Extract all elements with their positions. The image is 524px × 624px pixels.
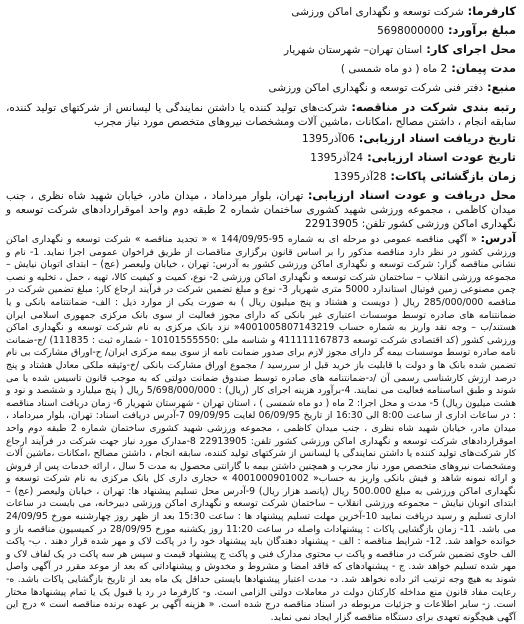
duration-label: مدت پیمان: [451, 61, 516, 75]
receive-place-field [6, 188, 516, 231]
rating-field [6, 100, 516, 129]
address-text: « آگهی مناقصه عمومی دو مرحله ای به شماره 95-144/09/95 » « تجدید مناقصه » شرکت توسعه و نگهداری اماکن ورزشی کشور در نظر دارد مناقصه مذکور را بر اساس قانون برگزاری مناقصات از طریق فراخوان عمومی اجرا نماید. 1- نام و نشانی مناقصه گزار: شرکت توسعه و نگهداری اماکن ورزشی کشور به آدرس: تهران ، خیابان ولیعصر (عج) – ابتدای اتوبان نیایش – مجموعه ورزشی انقلاب – ساختمان شرکت توسعه و نگهداری اماکن ورزشی 2- نوع، کمیت و کیفیت کالا، تهیه ، حمل ، تخلیه و نصب چمن مصنوعی زمین فوتبال استاندارد 5000 متری شهریار 3- نوع و مبلغ تضمین شرکت در فرآیند ارجاع کار: مبلغ تضمین شرکت در مناقصه 285/000/000 ریال ( دویست و هشتاد و پنج میلیون ریال ) به صورت یکی از موارد ذیل : الف- ضمانتنامه بانکی و یا ضمانتنامه های صادره توسط موسسات اعتباری غیر بانکی که دارای مجوز فعالیت از سوی بانک مرکزی جمهوری اسلامی ایران هستند/ب – وجه نقد واریز به شماره حساب 4001005807143219« نزد بانک مرکزی به نام شرکت توسعه و نگهداری اماکن ورزشی کشور (کد اقتصادی شرکت توسعه 411111167873 و شناسه ملی :10101555550 - شماره ثبت : 111835) /ج-ضمانت نامه صادره توسط موسسات بیمه گر دارای مجوز لازم برای صدور ضمانت نامه از سوی بیمه مرکزی ایران/ ح-اوراق مشارکت بی نام تضمین شده بانک ها و دولت با قابلیت باز خرید قبل از سررسید / مجموع اوراق مشارکت بانکی /خ-وثیقه ملکی معادل هشتاد و پنج درصد ارزش کارشناسی رسمی آن /د-ضمانتنامه های صادره توسط صندوق ضمانت دولتی که به موجب قانون تاسیس شده یا می شوند و طبق اساسنامه فعالیت می نمایند. 4-برآورد هزینه اجرای کار (ریال) : 5/698/000/000 ریال ( پنج میلیارد و ششصد و نود و هشت میلیون ریال) 5- مدت و محل اجرا: 2 ماه ( دو ماه شمسی ) ، استان تهران - شهرستان شهریار 6- زمان دریافت اسناد مناقصه : در ساعات اداری از ساعت 8:00 الی 16:30 از تاریخ 06/09/95 لغایت 09/09/95 7-آدرس دریافت اسناد: تهران، بلوار میرداماد ، میدان مادر، خیابان شهید شاه نظری ، جنب میدان کاظمی ، مجموعه ورزشی شهید کشوری ساختمان شماره 2 طبقه دوم واحد اموقراردادهای شرکت توسعه و نگهداری اماکن ورزشی کشور تلفن: 22913905 8-مدارک مورد نیاز جهت شرکت در فرآیند ارجاع کار شرکت‌های تولید کننده یا داشتن نمایندگی یا لیسانس از شرکتهای تولید کننده، سابقه انجام ، داشتن مصالح ،امکانات ،ماشین آلات ومشخصات نیروهای متخصص مورد نیاز مجرب و همچنین داشتن بیمه با گارانتی محصول به مدت 5 سال ، ارائه خدمات پس از فروش و ارائه نمونه شاهد و فیش بانکی واریز به حساب« 4001000901002 » حجاری داری کل بانک مرکزی به نام شرکت توسعه و نگهداری اماکن ورزشی به مبلغ 500.000 ریال (پانصد هزار ریال) 9-آدرس محل تسلیم پیشنهاد ها: تهران ، خیابان ولیعصر (عج) – ابتدای اتوبان نیایش – مجموعه ورزشی انقلاب – ساختمان شرکت توسعه و نگهداری اماکن ورزشی دبیرخانه، می بایست در ساعات اداری تسلیم و رسید دریافت نمایید 10-آخرین مهلت تسلیم پیشنهاد ها : ساعت 15:30 بعد از ظهر روز چهارشنبه مورخ 24/09/95 می باشد. 11- زمان بازگشایی پاکات : پیشنهادات واصله در ساعت 11:20 روز یکشنبه مورخ 28/09/95 در کمیسیون مناقصه باز و خوانده خواهد شد. 12- شرایط مناقصه : الف - پیشنهاد دهندگان باید پیشنهاد خود را در پاکت لاک و مهر شده قرار دهند . ب- پاکت الف حاوی تضمین شرکت در مناقصه و پاکت ب محتوی مدارک فنی و پاکت ج پیشنهاد قیمت و سپس هر سه پاکت در یک لفاف لاک و مهر شده تسلیم خواهد شد. ج - پیشنهادهای که فاقد امضا و مشروط و مخدوش و پیشنهاداتی که بعد از موعد مقرر در آگهی واصل شوند به هیچ وجه ترتیب اثر داده نخواهد شد. د- مدت اعتبار پیشنهادها بایستی حداقل یک ماه بعد از تاریخ بازگشایی پاکات باشد. ه- رعایت مفاد قانون منع مداخله کارکنان دولت در معاملات دولتی الزامی است. و- کارفرما در رد یا قبول یک یا تمام پیشنهادها مختار است. ز- سایر اطلاعات و جزئیات مربوطه در اسناد مناقصه درج شده است. « هزینه آگهی بر عهده برنده مناقصه است » درج این آگهی هیچگونه تعهدی برای دستگاه مناقصه گزار ایجاد نمی نماید. [6, 234, 517, 623]
opening-date-field [6, 167, 516, 186]
address-label: آدرس: [480, 232, 516, 245]
location-field [6, 40, 516, 59]
rating-value: شرکت‌های تولید کننده یا داشتن نمایندگی یا لیسانس از شرکتهای تولید کننده، سابقه انجام ، داشتن مصالح ،امکانات ،ماشین آلات ومشخصات نیروهای متخصص مورد نیاز مجرب [6, 102, 516, 128]
source-field [6, 78, 516, 97]
employer-value: شرکت توسعه و نگهداری اماکن ورزشی [291, 6, 464, 18]
return-date-field [6, 148, 516, 167]
receive-place-label: محل دریافت و عودت اسناد ارزیابی: [307, 188, 516, 202]
address-section [6, 233, 516, 624]
location-value: استان تهران– شهرستان شهریار [284, 44, 423, 56]
duration-field [6, 59, 516, 78]
return-date-value: 24آذر1395 [310, 152, 364, 164]
employer-label: کارفرما: [467, 4, 516, 18]
opening-date-value: 28آذر1395 [333, 171, 387, 183]
budget-field [6, 21, 516, 40]
location-label: محل اجرای کار: [426, 42, 516, 56]
source-label: منبع: [487, 80, 516, 94]
receive-place-value: تهران، بلوار میرداماد ، میدان مادر، خیابان شهید شاه نظری ، جنب میدان کاظمی ، مجموعه ورزشی شهید کشوری ساختمان شماره 2 طبقه دوم واحد اموقراردادهای شرکت توسعه و نگهداری اماکن ورزشی کشور تلفن: 22913905 [6, 190, 516, 230]
return-date-label: تاریخ عودت اسناد ارزیابی: [367, 150, 516, 164]
source-value: دفتر فنی شرکت توسعه و نگهداری اماکن ورزشی [268, 82, 484, 94]
duration-value: 2 ماه ( دو ماه شمسی ) [340, 63, 448, 75]
budget-label: مبلغ برآورد: [447, 23, 516, 37]
opening-date-label: زمان بازگشائی پاکات: [390, 169, 516, 183]
receive-date-field [6, 129, 516, 148]
receive-date-label: تاریخ دریافت اسناد ارزیابی: [358, 131, 516, 145]
rating-label: رتبه بندی شرکت در مناقصه: [351, 100, 516, 114]
employer-field [6, 2, 516, 21]
receive-date-value: 06آذر1395 [301, 133, 355, 145]
budget-value: 5698000000 [377, 25, 444, 37]
